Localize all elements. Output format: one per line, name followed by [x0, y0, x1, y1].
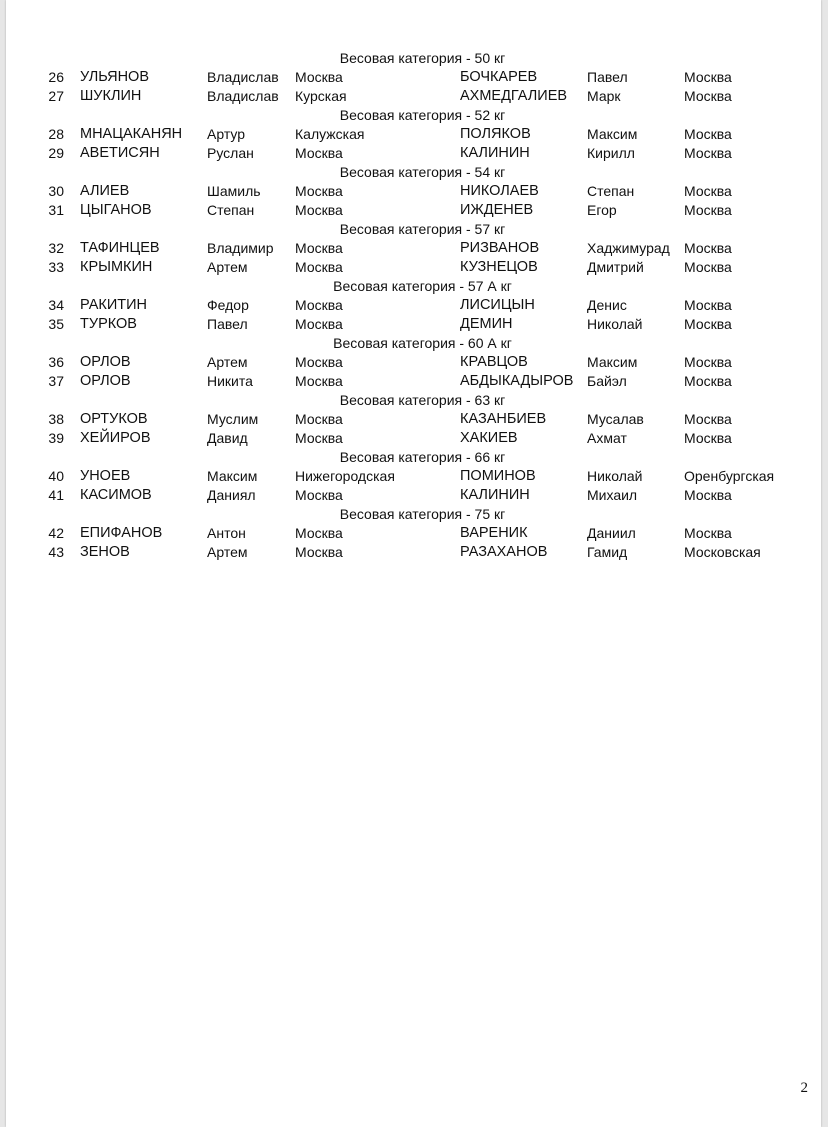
right-athlete-name: Денис	[587, 297, 627, 313]
right-athlete-surname: БОЧКАРЕВ	[460, 69, 538, 85]
left-athlete-surname: КАСИМОВ	[80, 487, 152, 503]
left-athlete-name: Владислав	[207, 69, 279, 85]
left-athlete-region: Москва	[295, 411, 343, 427]
row-number: 42	[48, 525, 64, 541]
left-athlete-surname: ТУРКОВ	[80, 316, 137, 332]
left-athlete-region: Москва	[295, 525, 343, 541]
left-athlete-name: Артем	[207, 259, 248, 275]
bout-list	[6, 49, 821, 562]
left-athlete-surname: ОРЛОВ	[80, 354, 131, 370]
bout-row	[6, 410, 821, 429]
right-athlete-name: Степан	[587, 183, 635, 199]
right-athlete-region: Москва	[684, 88, 732, 104]
right-athlete-surname: КАЗАНБИЕВ	[460, 411, 547, 427]
right-athlete-name: Хаджимурад	[587, 240, 670, 256]
left-athlete-region: Москва	[295, 297, 343, 313]
bout-row	[6, 201, 821, 220]
left-athlete-surname: РАКИТИН	[80, 297, 147, 313]
row-number: 28	[48, 126, 64, 142]
left-athlete-surname: АЛИЕВ	[80, 183, 130, 199]
right-athlete-region: Москва	[684, 69, 732, 85]
bout-row	[6, 87, 821, 106]
row-number: 32	[48, 240, 64, 256]
weight-category-heading: Весовая категория - 57 кг	[339, 221, 506, 237]
left-athlete-name: Артур	[207, 126, 246, 142]
left-athlete-region: Москва	[295, 240, 343, 256]
left-athlete-name: Степан	[207, 202, 255, 218]
left-athlete-surname: ЕПИФАНОВ	[80, 525, 163, 541]
right-athlete-region: Московская	[684, 544, 761, 560]
row-number: 26	[48, 69, 64, 85]
left-athlete-name: Никита	[207, 373, 253, 389]
right-athlete-name: Даниил	[587, 525, 636, 541]
row-number: 27	[48, 88, 64, 104]
right-athlete-surname: КУЗНЕЦОВ	[460, 259, 538, 275]
weight-category-heading: Весовая категория - 60 А кг	[333, 335, 512, 351]
bout-row	[6, 68, 821, 87]
row-number: 38	[48, 411, 64, 427]
right-athlete-name: Павел	[587, 69, 628, 85]
row-number: 34	[48, 297, 64, 313]
weight-category-heading: Весовая категория - 63 кг	[339, 392, 506, 408]
bout-row	[6, 467, 821, 486]
left-athlete-name: Шамиль	[207, 183, 261, 199]
left-athlete-region: Нижегородская	[295, 468, 395, 484]
weight-category-heading: Весовая категория - 52 кг	[339, 107, 506, 123]
left-athlete-name: Владислав	[207, 88, 279, 104]
right-athlete-name: Николай	[587, 468, 643, 484]
left-athlete-surname: ЦЫГАНОВ	[80, 202, 152, 218]
left-athlete-name: Руслан	[207, 145, 254, 161]
right-athlete-region: Москва	[684, 202, 732, 218]
right-athlete-name: Дмитрий	[587, 259, 644, 275]
right-athlete-surname: ХАКИЕВ	[460, 430, 518, 446]
right-athlete-region: Москва	[684, 373, 732, 389]
right-athlete-region: Москва	[684, 297, 732, 313]
bout-row	[6, 429, 821, 448]
right-athlete-surname: ПОМИНОВ	[460, 468, 536, 484]
row-number: 43	[48, 544, 64, 560]
right-athlete-region: Москва	[684, 259, 732, 275]
right-athlete-surname: РАЗАХАНОВ	[460, 544, 548, 560]
right-athlete-surname: РИЗВАНОВ	[460, 240, 540, 256]
left-athlete-region: Москва	[295, 487, 343, 503]
bout-row	[6, 182, 821, 201]
left-athlete-surname: КРЫМКИН	[80, 259, 153, 275]
right-athlete-name: Николай	[587, 316, 643, 332]
right-athlete-region: Москва	[684, 240, 732, 256]
right-athlete-name: Егор	[587, 202, 617, 218]
right-athlete-name: Ахмат	[587, 430, 627, 446]
left-athlete-region: Москва	[295, 145, 343, 161]
row-number: 41	[48, 487, 64, 503]
weight-category-heading: Весовая категория - 66 кг	[339, 449, 506, 465]
right-athlete-surname: ИЖДЕНЕВ	[460, 202, 534, 218]
left-athlete-region: Москва	[295, 202, 343, 218]
weight-category-heading: Весовая категория - 57 А кг	[333, 278, 512, 294]
right-athlete-region: Москва	[684, 411, 732, 427]
left-athlete-name: Муслим	[207, 411, 259, 427]
left-athlete-region: Москва	[295, 373, 343, 389]
left-athlete-region: Москва	[295, 259, 343, 275]
right-athlete-surname: ДЕМИН	[460, 316, 513, 332]
bout-row	[6, 486, 821, 505]
left-athlete-surname: ОРЛОВ	[80, 373, 131, 389]
bout-row	[6, 144, 821, 163]
left-athlete-surname: УЛЬЯНОВ	[80, 69, 150, 85]
bout-row	[6, 296, 821, 315]
bout-row	[6, 524, 821, 543]
left-athlete-surname: ТАФИНЦЕВ	[80, 240, 160, 256]
right-athlete-region: Москва	[684, 316, 732, 332]
left-athlete-region: Москва	[295, 316, 343, 332]
left-athlete-name: Артем	[207, 354, 248, 370]
left-athlete-region: Москва	[295, 354, 343, 370]
row-number: 39	[48, 430, 64, 446]
weight-category-heading: Весовая категория - 75 кг	[339, 506, 506, 522]
row-number: 33	[48, 259, 64, 275]
left-athlete-region: Москва	[295, 544, 343, 560]
row-number: 29	[48, 145, 64, 161]
weight-category-heading: Весовая категория - 50 кг	[339, 50, 506, 66]
right-athlete-surname: КАЛИНИН	[460, 145, 530, 161]
row-number: 30	[48, 183, 64, 199]
right-athlete-region: Москва	[684, 354, 732, 370]
left-athlete-name: Даниял	[207, 487, 256, 503]
right-athlete-region: Оренбургская	[684, 468, 775, 484]
left-athlete-name: Антон	[207, 525, 246, 541]
right-athlete-surname: ВАРЕНИК	[460, 525, 528, 541]
right-athlete-surname: НИКОЛАЕВ	[460, 183, 539, 199]
bout-row	[6, 258, 821, 277]
right-athlete-surname: ЛИСИЦЫН	[460, 297, 535, 313]
row-number: 31	[48, 202, 64, 218]
right-athlete-region: Москва	[684, 525, 732, 541]
right-athlete-name: Максим	[587, 126, 638, 142]
bout-row	[6, 543, 821, 562]
right-athlete-name: Максим	[587, 354, 638, 370]
row-number: 40	[48, 468, 64, 484]
left-athlete-surname: МНАЦАКАНЯН	[80, 126, 183, 142]
left-athlete-region: Москва	[295, 69, 343, 85]
left-athlete-surname: ОРТУКОВ	[80, 411, 148, 427]
left-athlete-surname: ХЕЙИРОВ	[80, 430, 151, 446]
right-athlete-surname: КАЛИНИН	[460, 487, 530, 503]
right-athlete-name: Гамид	[587, 544, 628, 560]
left-athlete-name: Федор	[207, 297, 249, 313]
right-athlete-name: Мусалав	[587, 411, 644, 427]
right-athlete-surname: АБДЫКАДЫРОВ	[460, 373, 574, 389]
right-athlete-surname: КРАВЦОВ	[460, 354, 528, 370]
left-athlete-region: Курская	[295, 88, 347, 104]
bout-row	[6, 239, 821, 258]
weight-category-heading: Весовая категория - 54 кг	[339, 164, 506, 180]
row-number: 37	[48, 373, 64, 389]
right-athlete-region: Москва	[684, 430, 732, 446]
document-page	[6, 0, 821, 1127]
right-athlete-surname: АХМЕДГАЛИЕВ	[460, 88, 568, 104]
left-athlete-surname: УНОЕВ	[80, 468, 131, 484]
bout-row	[6, 353, 821, 372]
left-athlete-name: Давид	[207, 430, 248, 446]
left-athlete-name: Владимир	[207, 240, 274, 256]
row-number: 36	[48, 354, 64, 370]
left-athlete-surname: АВЕТИСЯН	[80, 145, 160, 161]
right-athlete-region: Москва	[684, 183, 732, 199]
left-athlete-region: Москва	[295, 183, 343, 199]
left-athlete-surname: ШУКЛИН	[80, 88, 142, 104]
page-number: 2	[800, 1080, 808, 1096]
right-athlete-region: Москва	[684, 126, 732, 142]
left-athlete-name: Артем	[207, 544, 248, 560]
right-athlete-surname: ПОЛЯКОВ	[460, 126, 531, 142]
bout-row	[6, 315, 821, 334]
left-athlete-name: Максим	[207, 468, 258, 484]
bout-row	[6, 372, 821, 391]
right-athlete-name: Байэл	[587, 373, 627, 389]
left-athlete-region: Калужская	[295, 126, 365, 142]
left-athlete-surname: ЗЕНОВ	[80, 544, 130, 560]
right-athlete-name: Марк	[587, 88, 621, 104]
left-athlete-region: Москва	[295, 430, 343, 446]
right-athlete-name: Михаил	[587, 487, 638, 503]
right-athlete-region: Москва	[684, 487, 732, 503]
bout-row	[6, 125, 821, 144]
right-athlete-name: Кирилл	[587, 145, 635, 161]
row-number: 35	[48, 316, 64, 332]
left-athlete-name: Павел	[207, 316, 248, 332]
right-athlete-region: Москва	[684, 145, 732, 161]
